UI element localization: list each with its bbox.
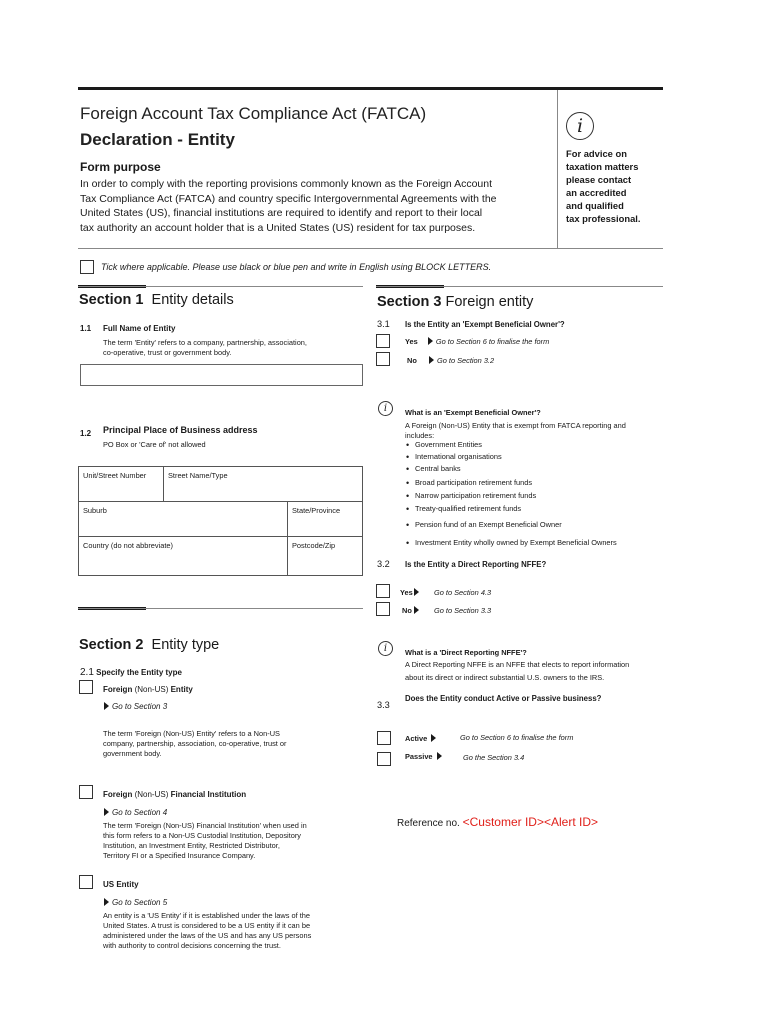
addr-street-label: Street Name/Type	[168, 471, 228, 480]
addr-unit-field[interactable]	[78, 466, 164, 502]
q11-label: Full Name of Entity	[103, 324, 176, 333]
list-item: • International organisations	[405, 452, 675, 464]
q32-number: 3.2	[377, 559, 390, 569]
q31-no-checkbox[interactable]	[376, 352, 390, 366]
reference-value: <Customer ID><Alert ID>	[462, 815, 598, 829]
q31-label: Is the Entity an 'Exempt Beneficial Owner'?	[405, 320, 565, 329]
drn-heading: What is a 'Direct Reporting NFFE'?	[405, 648, 527, 657]
list-item: • Central banks	[405, 464, 675, 478]
ebo-heading: What is an 'Exempt Beneficial Owner'?	[405, 408, 541, 417]
us-entity-checkbox[interactable]	[79, 875, 93, 889]
header-advice-divider	[557, 90, 558, 248]
reference-number	[397, 815, 598, 829]
list-item: • Broad participation retirement funds	[405, 478, 675, 491]
reference-label: Reference no.	[397, 818, 460, 829]
q33-number: 3.3	[377, 700, 390, 710]
q31-yes-label: Yes Go to Section 6 to finalise the form	[405, 337, 550, 346]
section1-heading: Section 1 Entity details	[79, 292, 234, 308]
form-subtitle: Declaration - Entity	[80, 130, 235, 149]
addr-country-field[interactable]	[78, 536, 288, 576]
us-entity-goto: Go to Section 5	[104, 897, 167, 908]
q11-number: 1.1	[80, 324, 92, 333]
us-entity-label: US Entity	[103, 880, 139, 889]
q32-yes-label: Yes	[400, 588, 422, 598]
ebo-list	[405, 440, 675, 550]
arrow-right-icon	[428, 337, 433, 345]
info-icon: i	[378, 641, 393, 656]
list-item: • Narrow participation retirement funds	[405, 491, 675, 504]
instruction-example-checkbox	[80, 260, 94, 274]
form-title: Foreign Account Tax Compliance Act (FATCA)	[80, 104, 427, 123]
info-icon: i	[378, 401, 393, 416]
q11-help: The term 'Entity' refers to a company, partnership, association, co-operative, trust or government body.	[103, 338, 307, 357]
list-item: • Investment Entity wholly owned by Exempt Beneficial Owners	[405, 538, 675, 550]
q31-no-label: No Go to Section 3.2	[407, 356, 495, 365]
list-item: • Government Entities	[405, 440, 675, 452]
section2-heading: Section 2 Entity type	[79, 637, 220, 653]
arrow-right-icon	[431, 734, 436, 742]
q32-yes-checkbox[interactable]	[376, 584, 390, 598]
advice-note: For advice on taxation matters please contact an accredited and qualified tax professional.	[566, 148, 641, 224]
info-icon: i	[566, 112, 594, 140]
arrow-right-icon	[104, 808, 109, 816]
drn-text: A Direct Reporting NFFE is an NFFE that elects to report information about its direct or indirect substantial U.S. owners to the IRS.	[405, 660, 630, 682]
header-bottom-rule	[78, 248, 663, 249]
arrow-right-icon	[104, 702, 109, 710]
q32-no-checkbox[interactable]	[376, 602, 390, 616]
addr-postcode-label: Postcode/Zip	[292, 541, 336, 550]
arrow-right-icon	[414, 588, 419, 596]
foreign-entity-help: The term 'Foreign (Non-US) Entity' refers to a Non-US company, partnership, association, co-operative, trust or government body.	[103, 729, 287, 758]
section3-rule	[376, 286, 663, 287]
foreign-fi-label: Foreign (Non-US) Financial Institution	[103, 790, 247, 799]
header-top-rule	[78, 87, 663, 90]
q12-label: Principal Place of Business address	[103, 425, 258, 435]
addr-country-label: Country (do not abbreviate)	[83, 541, 173, 550]
q32-yes-goto: Go to Section 4.3	[434, 588, 492, 597]
section2-rule	[78, 608, 363, 609]
q33-active-goto: Go to Section 6 to finalise the form	[460, 733, 574, 742]
q33-label: Does the Entity conduct Active or Passive business?	[405, 694, 602, 703]
q33-passive-checkbox[interactable]	[377, 752, 391, 766]
ebo-intro: A Foreign (Non-US) Entity that is exempt from FATCA reporting and includes:	[405, 421, 626, 440]
addr-unit-label: Unit/Street Number	[83, 471, 147, 480]
list-item: • Pension fund of an Exempt Beneficial Owner	[405, 520, 675, 538]
q31-yes-checkbox[interactable]	[376, 334, 390, 348]
form-purpose-text: In order to comply with the reporting provisions commonly known as the Foreign Account Tax Compliance Act (FATCA) and country specific Intergovernmental Agreements with the United States (US), financial institutions are required to identify and report to their local tax authority an account holder that is a United States (US) resident for tax purposes.	[80, 178, 497, 234]
us-entity-help: An entity is a 'US Entity' if it is established under the laws of the United States. A trust is considered to be a US entity if it can be administered under the laws of the US and has any US persons with authority to control decisions concerning the trust.	[103, 911, 312, 950]
q21-label: 2.1 Specify the Entity type	[80, 667, 182, 678]
q33-active-checkbox[interactable]	[377, 731, 391, 745]
arrow-right-icon	[437, 752, 442, 760]
q31-number: 3.1	[377, 319, 390, 329]
q33-passive-goto: Go the Section 3.4	[463, 753, 525, 762]
q12-help: PO Box or 'Care of' not allowed	[103, 440, 206, 449]
q12-number: 1.2	[80, 429, 92, 438]
section3-heading: Section 3 Foreign entity	[377, 294, 534, 310]
foreign-fi-checkbox[interactable]	[79, 785, 93, 799]
addr-state-label: State/Province	[292, 506, 341, 515]
foreign-fi-help: The term 'Foreign (Non-US) Financial Institution' when used in this form refers to a Non-US Custodial Institution, Depository Institution, an Investment Entity, Restricted Distributor, Territory FI or a Specified Insurance Company.	[103, 821, 307, 860]
q32-no-label: No	[402, 606, 422, 616]
arrow-right-icon	[414, 606, 419, 614]
list-item: • Treaty-qualified retirement funds	[405, 504, 675, 520]
form-purpose-heading: Form purpose	[80, 160, 161, 174]
foreign-entity-checkbox[interactable]	[79, 680, 93, 694]
foreign-entity-goto: Go to Section 3	[104, 701, 167, 712]
foreign-entity-label: Foreign (Non-US) Entity	[103, 685, 193, 694]
q33-active-label: Active	[405, 734, 439, 744]
entity-name-field[interactable]	[80, 364, 363, 386]
foreign-fi-goto: Go to Section 4	[104, 807, 167, 818]
arrow-right-icon	[429, 356, 434, 364]
addr-postcode-field[interactable]	[287, 536, 363, 576]
instruction-text: Tick where applicable. Please use black or blue pen and write in English using BLOCK LETTERS.	[101, 262, 492, 272]
q32-no-goto: Go to Section 3.3	[434, 606, 492, 615]
arrow-right-icon	[104, 898, 109, 906]
section1-rule	[78, 286, 363, 287]
addr-state-field[interactable]	[287, 501, 363, 537]
q33-passive-label: Passive	[405, 752, 445, 762]
q32-label: Is the Entity a Direct Reporting NFFE?	[405, 560, 547, 569]
addr-suburb-field[interactable]	[78, 501, 288, 537]
addr-suburb-label: Suburb	[83, 506, 107, 515]
addr-street-field[interactable]	[163, 466, 363, 502]
